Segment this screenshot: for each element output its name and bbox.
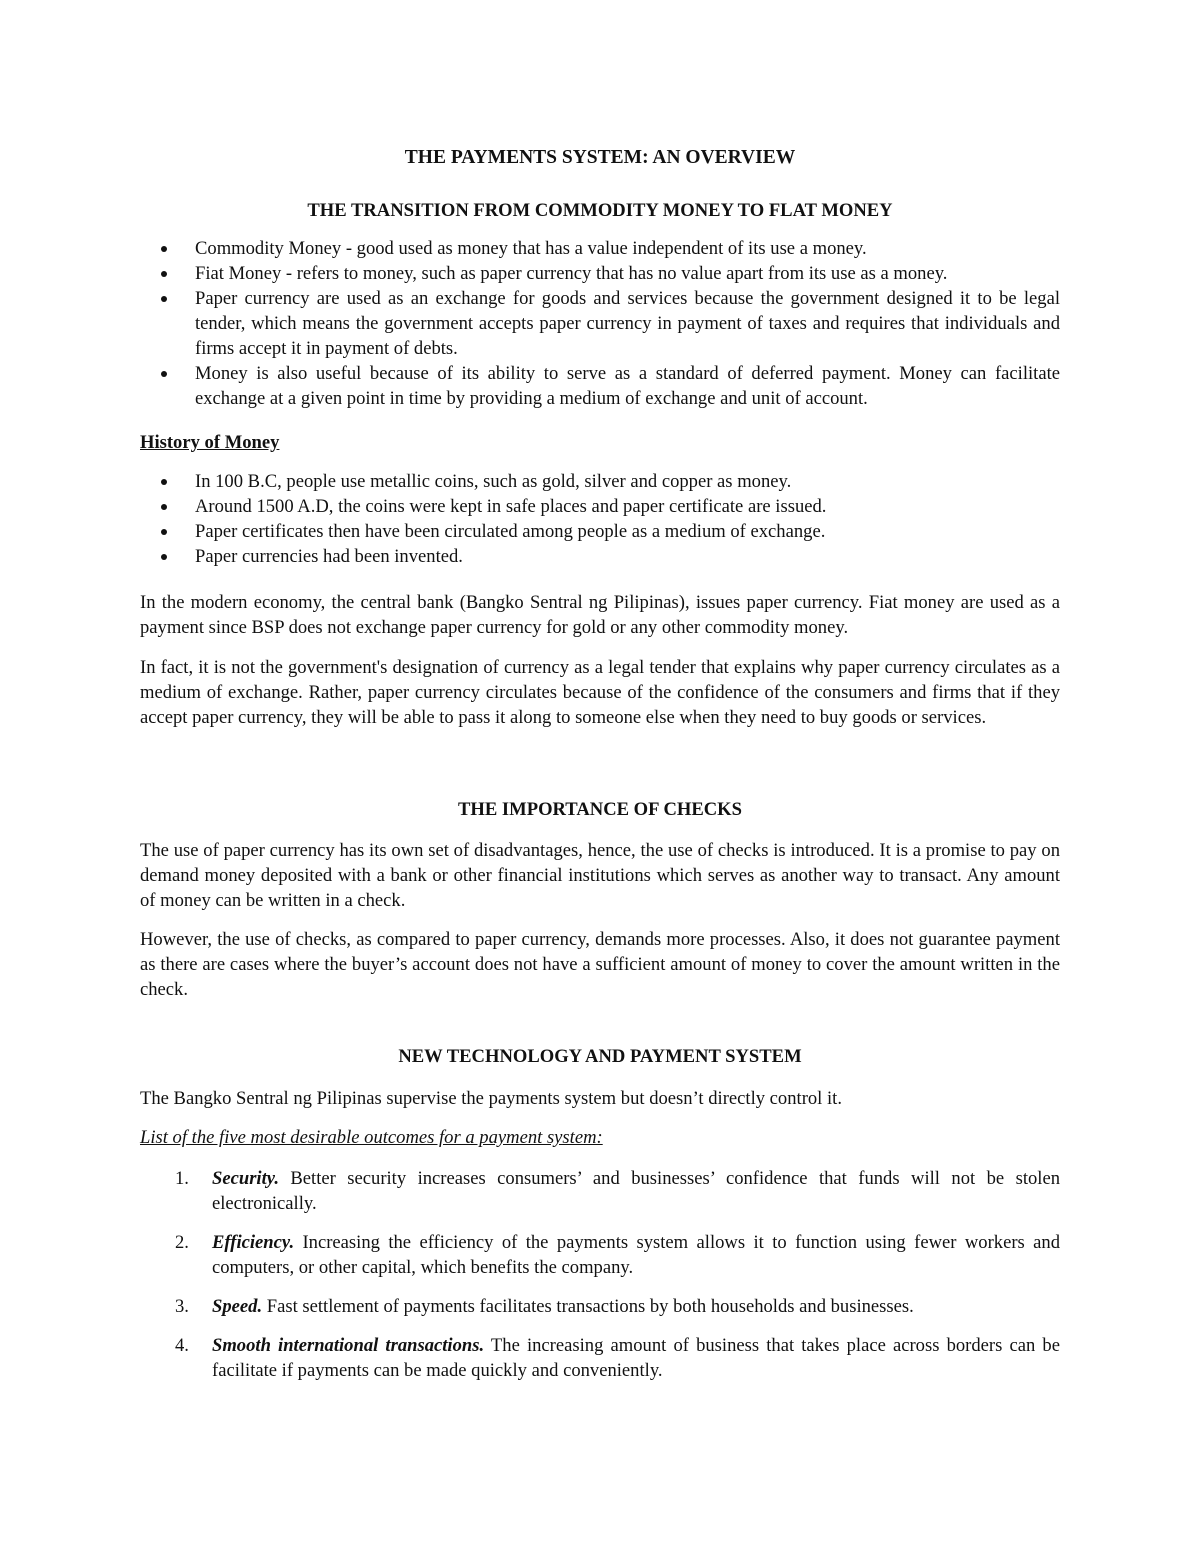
section-heading-transition: THE TRANSITION FROM COMMODITY MONEY TO FLAT MONEY — [307, 200, 893, 221]
bullet-item: Paper currency are used as an exchange for goods and services because the government designed it to be legal tender, which means the government accepts paper currency in payment of taxes and requires that individuals and firms accept it in payment of debts. — [140, 286, 1060, 361]
history-paragraph: In fact, it is not the government's designation of currency as a legal tender that explains why paper currency circulates as a medium of exchange. Rather, paper currency circulates because of the confidence of the consumers and firms that if they accept paper currency, they will be able to pass it along to someone else when they need to buy goods or services. — [140, 657, 1060, 728]
outcomes-list-heading: List of the five most desirable outcomes for a payment system: — [140, 1127, 603, 1148]
outcome-item: 1. Security. Better security increases consumers’ and businesses’ confidence that funds will not be stolen electronically. — [175, 1168, 1060, 1214]
section-heading-technology: NEW TECHNOLOGY AND PAYMENT SYSTEM — [398, 1046, 802, 1067]
bullet-item: Fiat Money - refers to money, such as paper currency that has no value apart from its use as a money. — [140, 261, 1060, 286]
bullet-dot-icon — [161, 246, 167, 252]
history-bullet-list — [140, 469, 1060, 569]
bullet-item: Paper certificates then have been circulated among people as a medium of exchange. — [140, 519, 1060, 544]
history-paragraph: In the modern economy, the central bank (Bangko Sentral ng Pilipinas), issues paper currency. Fiat money are used as a payment since BSP does not exchange paper currency for gold or any other commodity money. — [140, 592, 1060, 638]
bullet-dot-icon — [161, 371, 167, 377]
document-page — [140, 0, 1060, 1553]
bullet-dot-icon — [161, 554, 167, 560]
bullet-dot-icon — [161, 271, 167, 277]
bullet-dot-icon — [161, 529, 167, 535]
document-title: THE PAYMENTS SYSTEM: AN OVERVIEW — [404, 147, 796, 168]
bullet-item: Paper currencies had been invented. — [140, 544, 1060, 569]
bullet-item: Money is also useful because of its ability to serve as a standard of deferred payment. Money can facilitate exchange at a given point in time by providing a medium of exchange and unit of account. — [140, 361, 1060, 411]
outcomes-list — [140, 1166, 1060, 1397]
outcome-item: 3. Speed. Fast settlement of payments facilitates transactions by both households and businesses. — [175, 1296, 914, 1317]
history-heading: History of Money — [140, 432, 280, 453]
technology-intro: The Bangko Sentral ng Pilipinas supervise the payments system but doesn’t directly control it. — [140, 1088, 842, 1109]
bullet-item: Commodity Money - good used as money that has a value independent of its use a money. — [140, 236, 1060, 261]
bullet-dot-icon — [161, 296, 167, 302]
bullet-dot-icon — [161, 504, 167, 510]
outcome-item: 4. Smooth international transactions. The increasing amount of business that takes place across borders can be facilitate if payments can be made quickly and conveniently. — [175, 1335, 1060, 1381]
section-heading-checks: THE IMPORTANCE OF CHECKS — [458, 799, 742, 820]
outcome-item: 2. Efficiency. Increasing the efficiency of the payments system allows it to function using fewer workers and computers, or other capital, which benefits the company. — [175, 1232, 1060, 1278]
checks-paragraph: However, the use of checks, as compared to paper currency, demands more processes. Also, it does not guarantee payment as there are cases where the buyer’s account does not have a sufficient amount of money to cover the amount written in the check. — [140, 929, 1060, 1000]
bullet-item: Around 1500 A.D, the coins were kept in safe places and paper certificate are issued. — [140, 494, 1060, 519]
bullet-item: In 100 B.C, people use metallic coins, such as gold, silver and copper as money. — [140, 469, 1060, 494]
checks-paragraph: The use of paper currency has its own set of disadvantages, hence, the use of checks is introduced. It is a promise to pay on demand money deposited with a bank or other financial institutions which serves as another way to transact. Any amount of money can be written in a check. — [140, 840, 1060, 911]
transition-bullet-list — [140, 236, 1060, 411]
bullet-dot-icon — [161, 479, 167, 485]
